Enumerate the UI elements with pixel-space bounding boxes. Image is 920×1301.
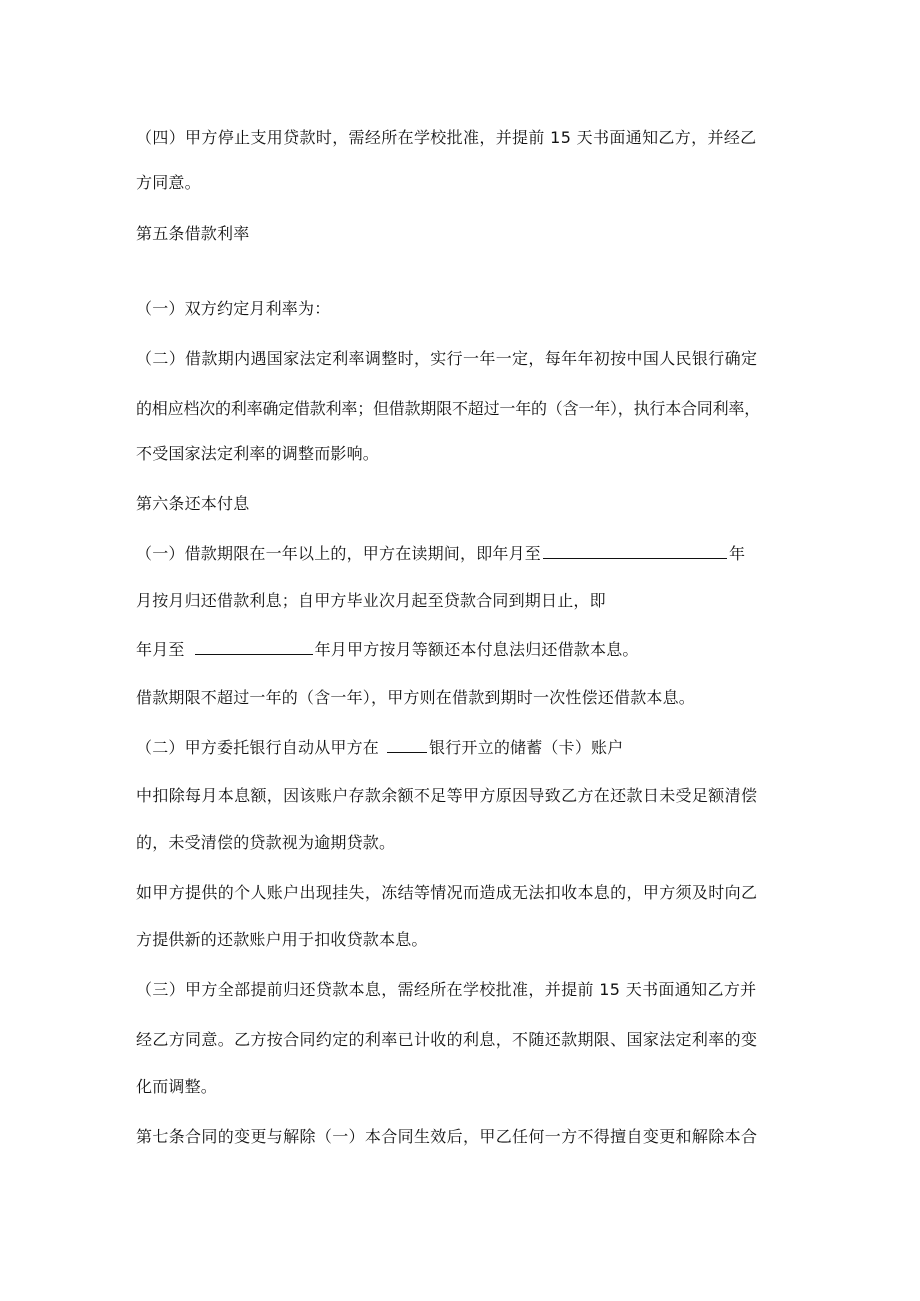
- fill-in-blank: [195, 638, 313, 655]
- paragraph-line: 的，未受清偿的贷款视为逾期贷款。: [136, 833, 396, 852]
- paragraph-line: 不受国家法定利率的调整而影响。: [136, 444, 380, 463]
- fill-in-blank: [387, 736, 427, 753]
- paragraph-line: 借款期限不超过一年的（含一年），甲方则在借款到期时一次性偿还借款本息。: [136, 688, 696, 707]
- paragraph-line: （三）甲方全部提前归还贷款本息，需经所在学校批准，并提前 15 天书面通知乙方并: [136, 980, 757, 999]
- fill-in-blank: [543, 542, 727, 559]
- paragraph-line: 的相应档次的利率确定借款利率；但借款期限不超过一年的（含一年），执行本合同利率，: [136, 399, 761, 418]
- paragraph-line: [136, 736, 623, 760]
- paragraph-line: 方提供新的还款账户用于扣收贷款本息。: [136, 930, 428, 949]
- paragraph-line: 月按月归还借款利息；自甲方毕业次月起至贷款合同到期日止，即: [136, 591, 606, 610]
- section-heading: 第六条还本付息: [136, 494, 250, 513]
- line-text: （二）甲方委托银行自动从甲方在: [136, 738, 380, 757]
- paragraph-line: 如甲方提供的个人账户出现挂失，冻结等情况而造成无法扣收本息的，甲方须及时向乙: [136, 883, 758, 902]
- line-text: 年月甲方按月等额还本付息法归还借款本息。: [314, 640, 639, 659]
- paragraph-line: 第七条合同的变更与解除（一）本合同生效后，甲乙任何一方不得擅自变更和解除本合: [136, 1127, 758, 1146]
- paragraph-line: 中扣除每月本息额，因该账户存款余额不足等甲方原因导致乙方在还款日未受足额清偿: [136, 786, 758, 805]
- paragraph-line: 化而调整。: [136, 1077, 218, 1096]
- paragraph-line: （二）借款期内遇国家法定利率调整时，实行一年一定，每年年初按中国人民银行确定: [136, 349, 758, 368]
- paragraph-line: 方同意。: [136, 173, 201, 192]
- paragraph-line: （一）双方约定月利率为：: [136, 299, 331, 318]
- line-text: 年: [729, 544, 746, 563]
- paragraph-line: 经乙方同意。乙方按合同约定的利率已计收的利息，不随还款期限、国家法定利率的变: [136, 1030, 758, 1049]
- paragraph-line: [136, 542, 745, 566]
- paragraph-line: （四）甲方停止支用贷款时，需经所在学校批准，并提前 15 天书面通知乙方，并经乙: [136, 128, 757, 147]
- line-text: （一）借款期限在一年以上的，甲方在读期间，即年月至: [136, 544, 542, 563]
- paragraph-line: [136, 638, 639, 662]
- section-heading: 第五条借款利率: [136, 224, 250, 243]
- line-text: 年月至: [136, 640, 185, 659]
- line-text: 银行开立的储蓄（卡）账户: [429, 738, 624, 757]
